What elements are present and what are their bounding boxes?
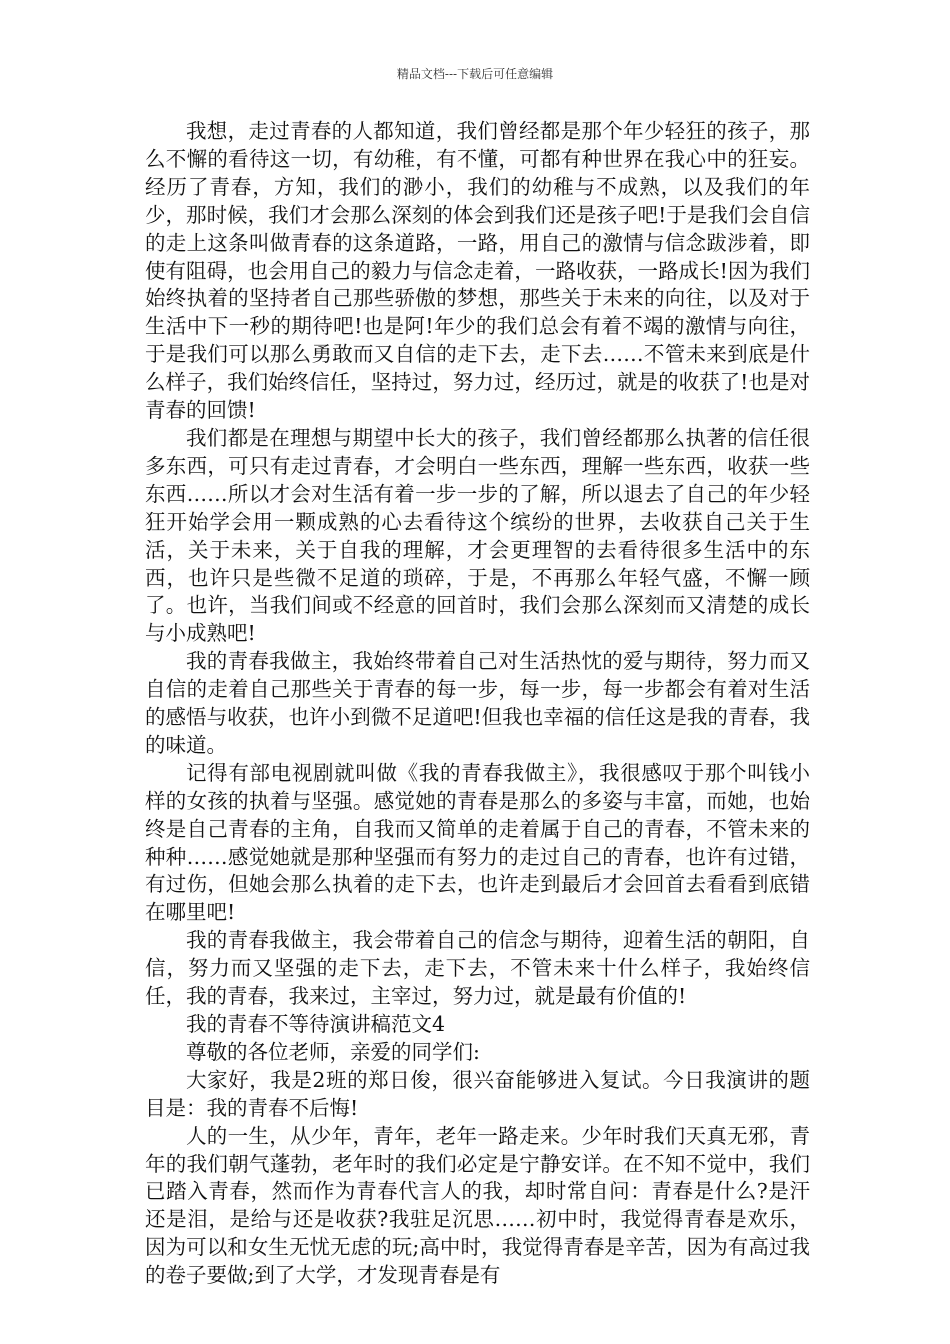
section-heading: 我的青春不等待演讲稿范文4	[186, 1012, 446, 1036]
paragraph-3: 我的青春我做主，我始终带着自己对生活热忱的爱与期待，努力而又自信的走着自己那些关于青春的每一步，每一步，每一步都会有着对生活的感悟与收获，也许小到微不足道吧!但我也幸福的信任这是我的青春，我的味道。	[145, 649, 810, 757]
paragraph-intro: 大家好，我是2班的郑日俊，很兴奋能够进入复试。今日我演讲的题目是：我的青春不后悔!	[145, 1067, 810, 1120]
document-body	[145, 118, 810, 1290]
page-header: 精品文档---下载后可任意编辑	[396, 67, 554, 81]
salutation: 尊敬的各位老师，亲爱的同学们:	[186, 1039, 480, 1064]
paragraph-final: 人的一生，从少年，青年，老年一路走来。少年时我们天真无邪，青年的我们朝气蓬勃，老年时的我们必定是宁静安详。在不知不觉中，我们已踏入青春，然而作为青春代言人的我，却时常自问：青春是什么?是汗还是泪，是给与还是收获?我驻足沉思……初中时，我觉得青春是欢乐，因为可以和女生无忧无虑的玩;高中时，我觉得青春是辛苦，因为有高过我的卷子要做;到了大学，才发现青春是有	[145, 1123, 810, 1288]
paragraph-1: 我想，走过青春的人都知道，我们曾经都是那个年少轻狂的孩子，那么不懈的看待这一切，有幼稚，有不懂，可都有种世界在我心中的狂妄。经历了青春，方知，我们的渺小，我们的幼稚与不成熟，以及我们的年少，那时候，我们才会那么深刻的体会到我们还是孩子吧!于是我们会自信的走上这条叫做青春的这条道路，一路，用自己的激情与信念跋涉着，即使有阻碍，也会用自己的毅力与信念走着，一路收获，一路成长!因为我们始终执着的坚持者自己那些骄傲的梦想，那些关于未来的向往，以及对于生活中下一秒的期待吧!也是阿!年少的我们总会有着不竭的激情与向往，于是我们可以那么勇敢而又自信的走下去，走下去……不管未来到底是什么样子，我们始终信任，坚持过，努力过，经历过，就是的收获了!也是对青春的回馈!	[145, 119, 810, 423]
paragraph-4: 记得有部电视剧就叫做《我的青春我做主》，我很感叹于那个叫钱小样的女孩的执着与坚强。感觉她的青春是那么的多姿与丰富，而她，也始终是自己青春的主角，自我而又简单的走着属于自己的青春，不管未来的种种……感觉她就是那种坚强而有努力的走过自己的青春，也许有过错，有过伤，但她会那么执着的走下去，也许走到最后才会回首去看看到底错在哪里吧!	[145, 760, 810, 925]
paragraph-5: 我的青春我做主，我会带着自己的信念与期待，迎着生活的朝阳，自信，努力而又坚强的走下去，走下去，不管未来十什么样子，我始终信任，我的青春，我来过，主宰过，努力过，就是最有价值的!	[145, 928, 810, 1009]
paragraph-2: 我们都是在理想与期望中长大的孩子，我们曾经都那么执著的信任很多东西，可只有走过青春，才会明白一些东西，理解一些东西，收获一些东西……所以才会对生活有着一步一步的了解，所以退去了自己的年少轻狂开始学会用一颗成熟的心去看待这个缤纷的世界，去收获自己关于生活，关于未来，关于自我的理解，才会更理智的去看待很多生活中的东西，也许只是些微不足道的琐碎，于是，不再那么年轻气盛，不懈一顾了。也许，当我们间或不经意的回首时，我们会那么深刻而又清楚的成长与小成熟吧!	[145, 425, 810, 646]
